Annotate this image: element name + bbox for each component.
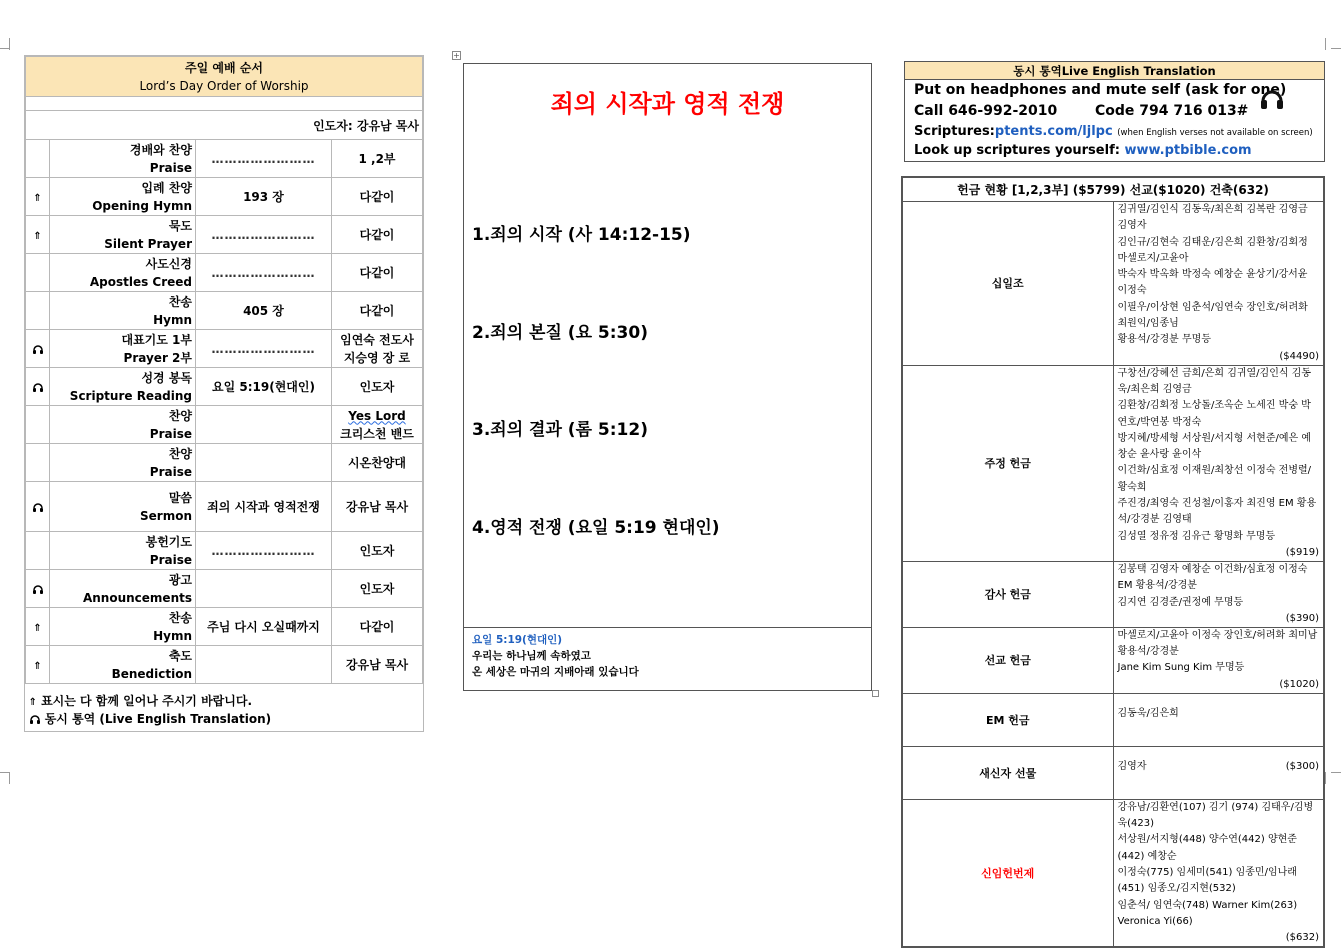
- offering-donors: 김지연 김경준/권정예 무명등: [1117, 596, 1244, 608]
- page-corner-mark: [0, 48, 10, 49]
- offering-category: EM 헌금: [903, 693, 1114, 746]
- offering-amount: ($919): [1285, 546, 1319, 558]
- translation-code: Code 794 716 013#: [1094, 103, 1249, 119]
- order-item-name-ko: 묵도: [168, 218, 192, 233]
- order-row: [26, 646, 423, 684]
- page-corner-mark: [0, 772, 10, 784]
- stand-up-note: 표시는 다 함께 일어나 주시기 바랍니다.: [41, 694, 252, 708]
- offering-donors: 김봉택 김영자 예창순 이건화/심효정 이정숙 EM 황용석/강경분: [1117, 563, 1308, 592]
- order-item-detail: 405 장: [196, 292, 332, 330]
- offering-category: 신임헌번제: [903, 799, 1114, 946]
- offering-donors: 박숙자 박옥화 박정숙 예창순 윤상기/강서윤 이정숙: [1117, 269, 1308, 297]
- worship-order-table: [24, 55, 424, 732]
- offering-donors: 마셀로지/고윤아 이정숙 장인호/허려화 최미남 황용석/강경분: [1117, 629, 1318, 658]
- order-item-detail: ……………………: [196, 532, 332, 570]
- order-item-name-ko: 성경 봉독: [141, 370, 192, 385]
- order-item-name-ko: 대표기도 1부: [121, 332, 192, 347]
- offering-category: 십일조: [903, 202, 1114, 366]
- order-item-detail: 요일 5:19(현대인): [196, 368, 332, 406]
- offering-donors: 황용석/강경분 무명등: [1117, 334, 1211, 346]
- order-item-name-en: Sermon: [140, 508, 192, 523]
- worship-order-header: [26, 57, 423, 97]
- order-item-name-ko: 입례 찬양: [141, 180, 192, 195]
- offering-row: [903, 561, 1324, 627]
- translation-header: 동시 통역Live English Translation: [905, 62, 1324, 80]
- order-row: [26, 406, 423, 444]
- order-item-detail: [196, 406, 332, 444]
- scripture-label: Scriptures:: [914, 124, 995, 139]
- offering-amount: ($390): [1285, 612, 1319, 624]
- offering-amount: ($1020): [1279, 678, 1319, 690]
- order-item-name-en: Hymn: [153, 312, 192, 327]
- lookup-link[interactable]: www.ptbible.com: [1124, 143, 1252, 158]
- order-row: [26, 368, 423, 406]
- order-item-name-en: Silent Prayer: [104, 236, 192, 251]
- order-row: [26, 216, 423, 254]
- order-item-detail: 주님 다시 오실때까지: [196, 608, 332, 646]
- offering-row: [903, 202, 1324, 366]
- order-item-name-ko: 찬양: [168, 408, 192, 423]
- offering-amount: ($632): [1285, 932, 1319, 944]
- stand-up-icon: ⇑: [28, 697, 37, 708]
- order-item-name-en: Hymn: [153, 628, 192, 643]
- page-corner-mark: [0, 772, 10, 773]
- order-item-name-ko: 찬양: [168, 446, 192, 461]
- offering-donors: 이필우/이상현 임춘석/임연숙 장인호/허려화 최원익/임종님: [1117, 301, 1308, 330]
- offering-donors: 구창선/강혜선 금희/은희 김귀열/김인식 김동욱/최은희 김영금: [1117, 367, 1312, 395]
- sermon-point: 4.영적 전쟁 (요일 5:19 현대인): [472, 518, 720, 538]
- order-item-leader: 강유남 목사: [345, 657, 409, 672]
- offering-category: 새신자 선물: [903, 746, 1114, 799]
- translation-call-number: Call 646-992-2010: [914, 103, 1058, 119]
- order-item-leader: 1 ,2부: [358, 151, 396, 166]
- sermon-box: [463, 63, 872, 691]
- worship-order-title-en: Lord’s Day Order of Worship: [139, 78, 309, 93]
- worship-leader: 인도자: 강유남 목사: [26, 111, 423, 140]
- order-item-name-ko: 봉헌기도: [145, 534, 192, 549]
- order-item-name-en: Benediction: [111, 666, 192, 681]
- order-item-detail: [196, 570, 332, 608]
- headphones-icon: [1259, 86, 1285, 112]
- stand-up-icon: ⇑: [33, 622, 42, 634]
- order-item-name-ko: 말씀: [168, 490, 192, 505]
- stand-up-icon: ⇑: [33, 192, 42, 204]
- order-row: [26, 140, 423, 178]
- order-row: [26, 482, 423, 532]
- order-row: [26, 532, 423, 570]
- translation-instruction: Put on headphones and mute self (ask for one): [914, 82, 1287, 98]
- order-row: [26, 570, 423, 608]
- offering-donors: 김영자: [1117, 760, 1147, 772]
- offering-donors: 김성열 정유정 김유근 황명화 무명등: [1117, 530, 1276, 542]
- order-item-name-ko: 광고: [168, 572, 192, 587]
- order-item-leader: 다같이: [359, 189, 395, 204]
- offering-row: [903, 799, 1324, 946]
- stand-up-icon: ⇑: [33, 230, 42, 242]
- order-row: [26, 444, 423, 482]
- order-item-detail: 죄의 시작과 영적전쟁: [196, 482, 332, 532]
- order-item-leader: 시온찬양대: [348, 455, 406, 470]
- offering-row: [903, 693, 1324, 746]
- order-item-leader: 다같이: [359, 227, 395, 242]
- stand-up-icon: ⇑: [33, 660, 42, 672]
- order-item-detail: [196, 646, 332, 684]
- table-resize-handle[interactable]: [872, 690, 879, 697]
- order-item-leader: 임연숙 전도사: [340, 332, 414, 347]
- order-row: [26, 292, 423, 330]
- order-row: [26, 254, 423, 292]
- headphones-icon: [32, 583, 44, 595]
- table-move-handle[interactable]: +: [453, 51, 460, 60]
- translation-box: [904, 61, 1325, 162]
- offering-donors: 김환창/김회정 노상돌/조옥순 노세진 박숭 박연호/박연봉 박정숙: [1117, 400, 1311, 428]
- order-item-name-en: Prayer 2부: [123, 350, 192, 365]
- offering-donors: Jane Kim Sung Kim 무명등: [1117, 662, 1245, 674]
- verse-reference: 요일 5:19(현대인): [472, 634, 563, 646]
- sermon-point: 1.죄의 시작 (사 14:12-15): [472, 225, 691, 245]
- order-item-detail: ……………………: [196, 140, 332, 178]
- order-item-name-en: Announcements: [82, 590, 192, 605]
- order-item-name-ko: 경배와 찬양: [129, 142, 192, 157]
- offering-donors: 주진경/최영숙 진성철/이홍자 최진영 EM 황용석/강경분 김영태: [1117, 498, 1317, 526]
- headphones-icon: [32, 501, 44, 513]
- offering-donors: 김귀열/김인식 김동욱/최은희 김복란 김영금 김영자: [1117, 204, 1308, 232]
- order-row: [26, 178, 423, 216]
- order-item-detail: ……………………: [196, 330, 332, 368]
- order-item-leader: 지승영 장 로: [343, 350, 411, 365]
- offering-header: 헌금 현황 [1,2,3부] ($5799) 선교($1020) 건축(632): [903, 178, 1324, 202]
- order-item-leader: 인도자: [359, 379, 395, 394]
- order-item-leader: 인도자: [359, 543, 395, 558]
- order-row: [26, 330, 423, 368]
- order-item-name-en: Praise: [149, 160, 192, 175]
- offering-table: [901, 176, 1325, 948]
- offering-amount: ($4490): [1279, 350, 1319, 362]
- sermon-point: 3.죄의 결과 (롬 5:12): [472, 420, 648, 440]
- offering-row: [903, 746, 1324, 799]
- offering-row: [903, 365, 1324, 561]
- order-item-name-ko: 축도: [168, 648, 192, 663]
- offering-donors: 이건화/심효정 이재원/최창선 이정숙 전병렬/황숙희: [1117, 465, 1312, 493]
- order-item-detail: ……………………: [196, 216, 332, 254]
- page-corner-mark: [1331, 48, 1341, 49]
- order-item-detail: 193 장: [196, 178, 332, 216]
- order-item-name-ko: 찬송: [168, 294, 192, 309]
- order-item-leader: 크리스천 밴드: [340, 426, 414, 441]
- order-item-leader: 다같이: [359, 303, 395, 318]
- headphones-icon: [29, 713, 41, 725]
- order-row: [26, 608, 423, 646]
- verse-line: 온 세상은 마귀의 지배아래 있습니다: [472, 666, 639, 678]
- offering-donors: 김동욱/김은희: [1117, 707, 1179, 719]
- worship-order-title-ko: 주일 예배 순서: [185, 60, 263, 75]
- offering-donors: 김인규/김현숙 김태운/김은희 김환창/김회정 마셀로지/고윤아: [1117, 236, 1308, 264]
- scripture-note: (when English verses not available on screen): [1117, 128, 1313, 138]
- verse-line: 우리는 하나님께 속하였고: [472, 650, 591, 662]
- sermon-title: 죄의 시작과 영적 전쟁: [550, 90, 785, 118]
- headphones-icon: [32, 381, 44, 393]
- translation-note: 동시 통역 (Live English Translation): [44, 711, 272, 726]
- order-item-leader: 다같이: [359, 265, 395, 280]
- offering-category: 선교 헌금: [903, 627, 1114, 693]
- page-corner-mark: [1325, 772, 1335, 784]
- order-item-leader: Yes Lord: [348, 408, 406, 423]
- order-item-name-en: Scripture Reading: [69, 388, 192, 403]
- offering-row: [903, 627, 1324, 693]
- offering-category: 감사 헌금: [903, 561, 1114, 627]
- order-item-detail: [196, 444, 332, 482]
- order-item-name-ko: 찬송: [168, 610, 192, 625]
- page-corner-mark: [1331, 772, 1341, 773]
- offering-donors: 강유남/김환연(107) 김기 (974) 김태우/김병욱(423): [1117, 801, 1314, 830]
- offering-donors: 이정숙(775) 임세미(541) 임종민/임나래(451) 임종오/김지현(532): [1117, 866, 1297, 895]
- order-item-name-en: Praise: [149, 552, 192, 567]
- order-item-leader: 다같이: [359, 619, 395, 634]
- offering-amount: ($300): [1285, 761, 1319, 773]
- offering-donors: 서상원/서지형(448) 양수연(442) 양현준(442) 예창순: [1117, 834, 1297, 862]
- offering-category: 주정 헌금: [903, 365, 1114, 561]
- order-item-name-en: Praise: [149, 464, 192, 479]
- scripture-link[interactable]: ptents.com/ljlpc: [994, 124, 1113, 139]
- sermon-verse: [464, 627, 871, 684]
- order-item-name-en: Opening Hymn: [92, 198, 192, 213]
- lookup-label: Look up scriptures yourself:: [914, 143, 1120, 158]
- offering-donors: 방지혜/방세형 서상원/서지형 서현준/예은 예창순 윤사랑 윤이삭: [1117, 432, 1312, 461]
- order-item-leader: 강유남 목사: [345, 499, 409, 514]
- order-item-leader: 인도자: [359, 581, 395, 596]
- order-item-name-en: Praise: [149, 426, 192, 441]
- order-item-name-ko: 사도신경: [145, 256, 192, 271]
- order-item-name-en: Apostles Creed: [89, 274, 192, 289]
- offering-donors: 임춘석/ 임연숙(748) Warner Kim(263) Veronica Yi(66): [1117, 899, 1298, 927]
- headphones-icon: [32, 343, 44, 355]
- sermon-point: 2.죄의 본질 (요 5:30): [472, 323, 648, 343]
- order-item-detail: ……………………: [196, 254, 332, 292]
